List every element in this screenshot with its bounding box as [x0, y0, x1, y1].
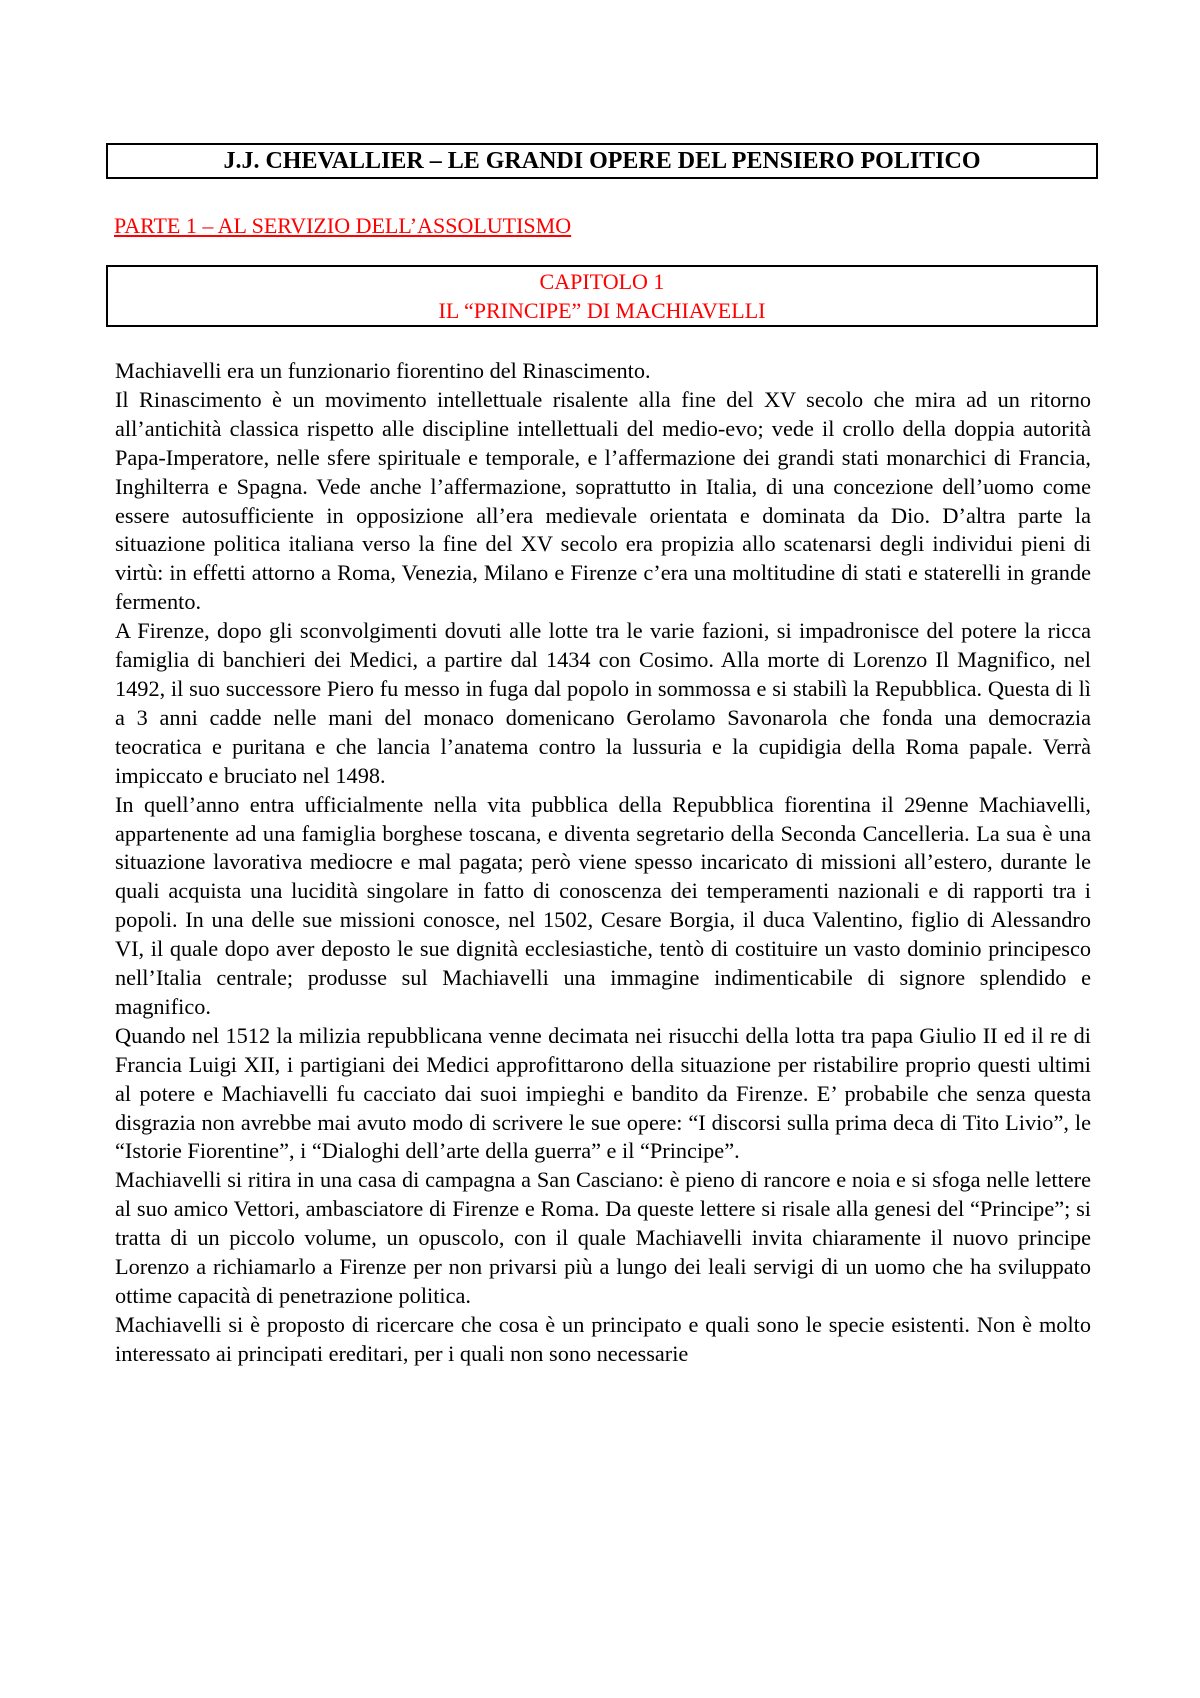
- paragraph: Machiavelli era un funzionario fiorentino del Rinascimento.: [115, 358, 651, 383]
- paragraph: A Firenze, dopo gli sconvolgimenti dovuti alle lotte tra le varie fazioni, si impadronisce del potere la ricca famiglia di banchieri dei Medici, a partire dal 1434 con Cosimo. Alla morte di Lorenzo Il Magnifico, nel 1492, il suo successore Piero fu messo in fuga dal popolo in sommossa e si stabilì la Repubblica. Questa di lì a 3 anni cadde nelle mani del monaco domenicano Gerolamo Savonarola che fonda una democrazia teocratica e puritana e che lancia l’anatema contro la lussuria e la cupidigia della Roma papale. Verrà impiccato e bruciato nel 1498.: [115, 618, 1091, 788]
- paragraph: Il Rinascimento è un movimento intellettuale risalente alla fine del XV secolo che mira ad un ritorno all’antichità classica rispetto alle discipline intellettuali del medio-evo; vede il crollo della doppia autorità Papa-Imperatore, nelle sfere spirituale e temporale, e l’affermazione dei grandi stati monarchici di Francia, Inghilterra e Spagna. Vede anche l’affermazione, soprattutto in Italia, di una concezione dell’uomo come essere autosufficiente in opposizione all’era medievale orientata e dominata da Dio. D’altra parte la situazione politica italiana verso la fine del XV secolo era propizia allo scatenarsi degli individui pieni di virtù: in effetti attorno a Roma, Venezia, Milano e Firenze c’era una moltitudine di stati e staterelli in grande fermento.: [115, 386, 1091, 615]
- chapter-title: IL “PRINCIPE” DI MACHIAVELLI: [438, 298, 766, 323]
- paragraph: Machiavelli si ritira in una casa di campagna a San Casciano: è pieno di rancore e noia e si sfoga nelle lettere al suo amico Vettori, ambasciatore di Firenze e Roma. Da queste lettere si risale alla genesi del “Principe”; si tratta di un piccolo volume, un opuscolo, con il quale Machiavelli invita chiaramente il nuovo principe Lorenzo a richiamarlo a Firenze per non privarsi più a lungo dei leali servigi di un uomo che ha sviluppato ottime capacità di penetrazione politica.: [115, 1167, 1091, 1308]
- chapter-number: CAPITOLO 1: [539, 269, 665, 294]
- chapter-heading-box: [106, 265, 1098, 327]
- document-title-box: [106, 143, 1098, 179]
- part-heading: PARTE 1 – AL SERVIZIO DELL’ASSOLUTISMO: [114, 213, 572, 238]
- paragraph: In quell’anno entra ufficialmente nella vita pubblica della Repubblica fiorentina il 29enne Machiavelli, appartenente ad una famiglia borghese toscana, e diventa segretario della Seconda Cancelleria. La sua è una situazione lavorativa mediocre e mal pagata; però viene spesso incaricato di missioni all’estero, durante le quali acquista una lucidità singolare in fatto di conoscenza dei temperamenti nazionali e di rapporti tra i popoli. In una delle sue missioni conosce, nel 1502, Cesare Borgia, il duca Valentino, figlio di Alessandro VI, il quale dopo aver deposto le sue dignità ecclesiastiche, tentò di costituire un vasto dominio principesco nell’Italia centrale; produsse sul Machiavelli una immagine indimenticabile di signore splendido e magnifico.: [115, 791, 1091, 1019]
- document-title: J.J. CHEVALLIER – LE GRANDI OPERE DEL PENSIERO POLITICO: [223, 147, 981, 174]
- body-text: [115, 357, 1091, 1369]
- paragraph: Quando nel 1512 la milizia repubblicana venne decimata nei risucchi della lotta tra papa Giulio II ed il re di Francia Luigi XII, i partigiani dei Medici approfittarono della situazione per ristabilire proprio questi ultimi al potere e Machiavelli fu cacciato dai suoi impieghi e bandito da Firenze. E’ probabile che senza questa disgrazia non avrebbe mai avuto modo di scrivere le sue opere: “I discorsi sulla prima deca di Tito Livio”, le “Istorie Fiorentine”, i “Dialoghi dell’arte della guerra” e il “Principe”.: [115, 1022, 1091, 1164]
- paragraph: Machiavelli si è proposto di ricercare che cosa è un principato e quali sono le specie esistenti. Non è molto interessato ai principati ereditari, per i quali non sono necessarie: [115, 1311, 1091, 1366]
